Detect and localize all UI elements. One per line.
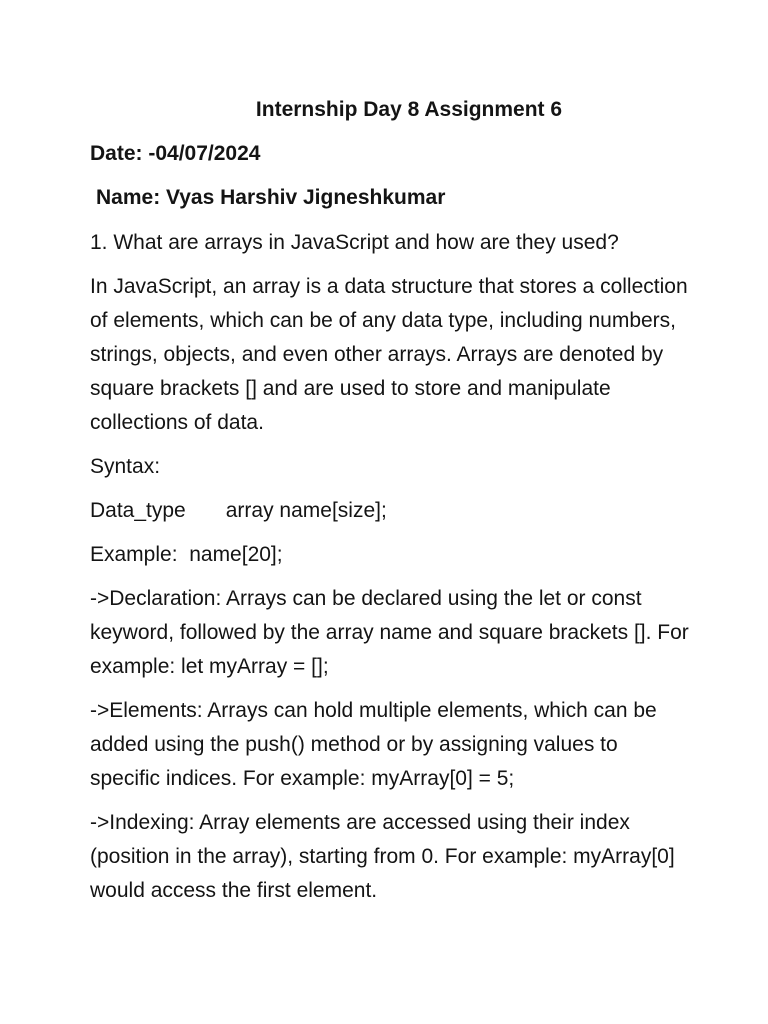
intro-paragraph: In JavaScript, an array is a data structure that stores a collection of elements, which can be of any data type, including numbers, strings, objects, and even other arrays. Arrays are denoted by square brackets [] and are used to store and manipulate collections of data.	[90, 275, 688, 434]
syntax-label: Syntax:	[90, 455, 161, 478]
question-heading: 1. What are arrays in JavaScript and how are they used?	[90, 231, 619, 254]
document-content	[90, 94, 690, 918]
syntax-line	[90, 494, 690, 528]
syntax-type: Data_type	[90, 499, 186, 522]
declaration-paragraph: ->Declaration: Arrays can be declared using the let or const keyword, followed by the array name and square brackets []. For example: let myArray = [];	[90, 587, 689, 678]
document-title: Internship Day 8 Assignment 6	[255, 98, 563, 121]
syntax-declaration: array name[size];	[225, 499, 387, 522]
elements-paragraph: ->Elements: Arrays can hold multiple elements, which can be added using the push() method or by assigning values to specific indices. For example: myArray[0] = 5;	[90, 699, 657, 790]
name-line: Name: Vyas Harshiv Jigneshkumar	[96, 186, 446, 209]
indexing-paragraph: ->Indexing: Array elements are accessed using their index (position in the array), starting from 0. For example: myArray[0] would access the first element.	[90, 811, 675, 902]
date-line: Date: -04/07/2024	[90, 142, 261, 165]
example-line: Example: name[20];	[90, 543, 283, 566]
